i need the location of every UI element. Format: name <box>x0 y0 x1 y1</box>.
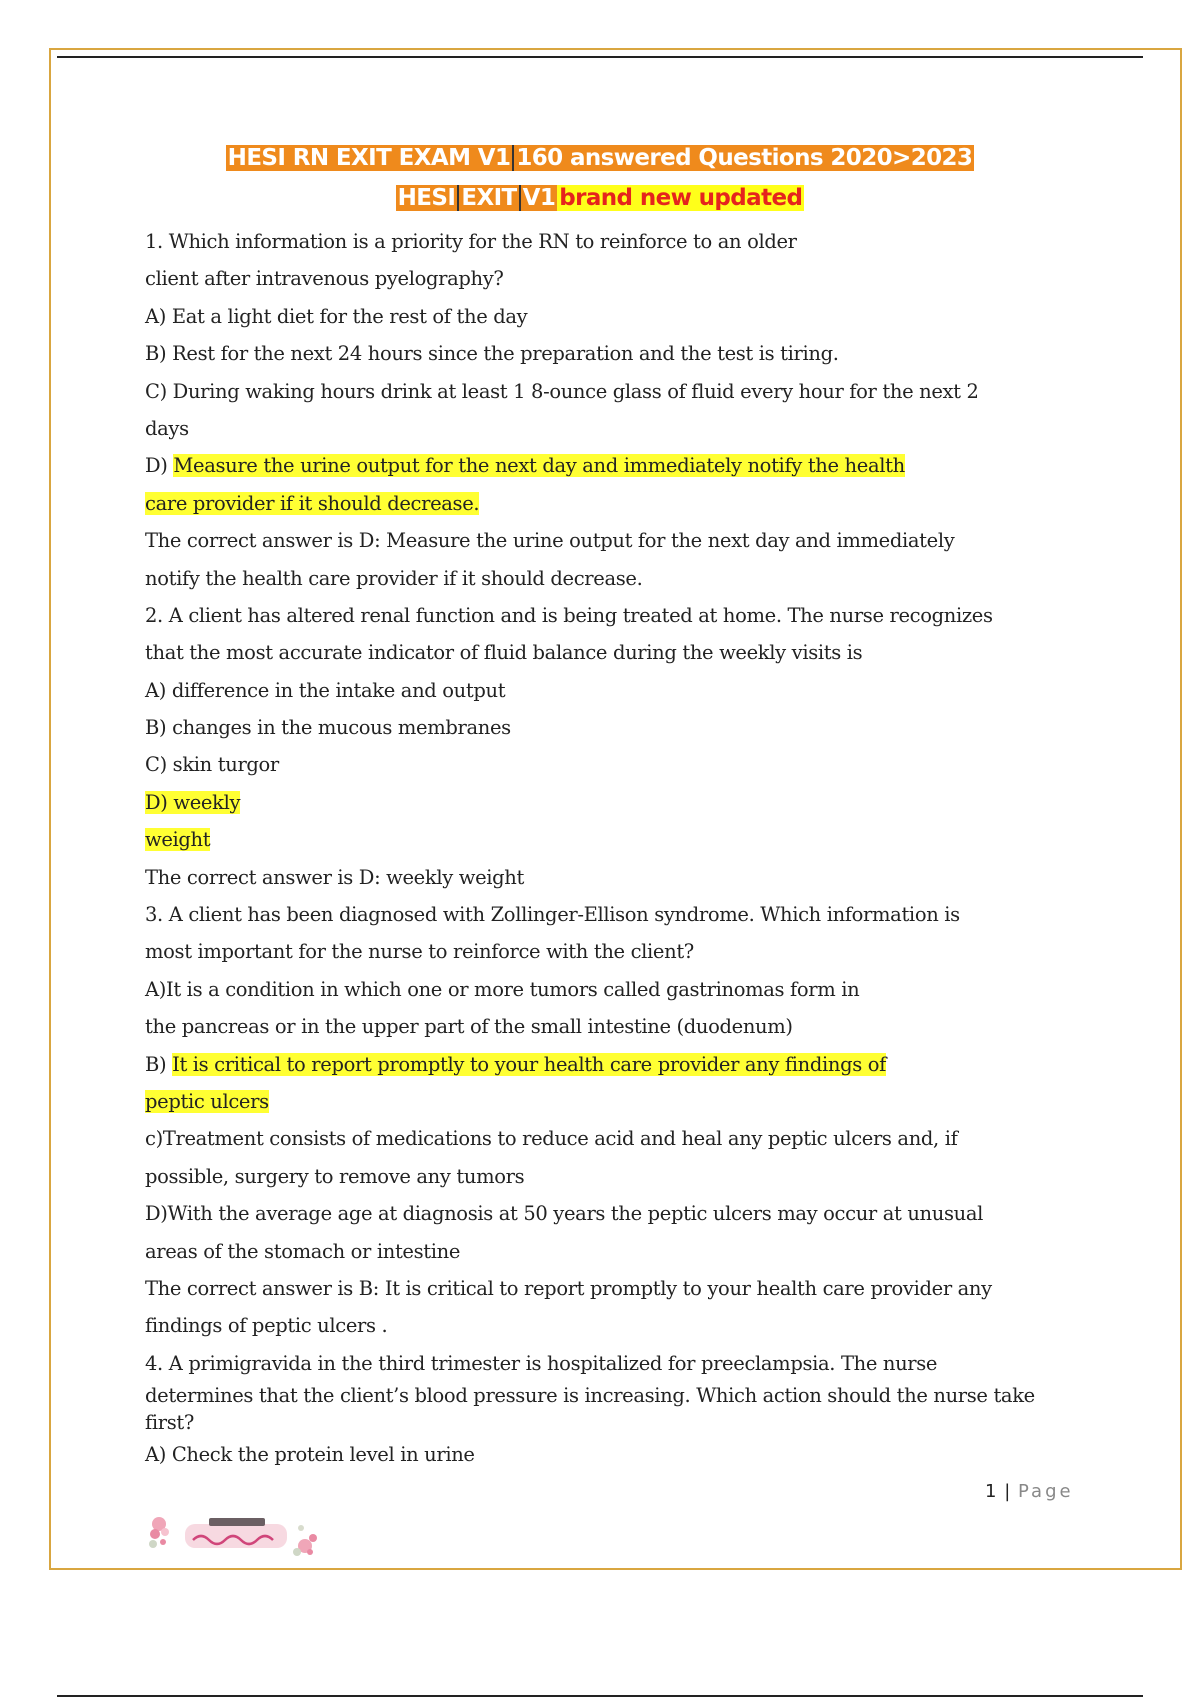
question-1-stem-cont: client after intravenous pyelography? <box>145 267 504 291</box>
subtitle-part-2: EXIT <box>457 185 518 211</box>
question-2-correct-answer: The correct answer is D: weekly weight <box>145 865 524 889</box>
question-1-option-d-cont <box>145 485 1045 522</box>
page-number-value: 1 <box>985 1481 998 1502</box>
highlighted-answer-cont: peptic ulcers <box>145 1089 269 1113</box>
question-3-option-b-cont <box>145 1083 1045 1120</box>
publisher-logo <box>145 1510 320 1558</box>
question-3-stem-cont: most important for the nurse to reinforce with the client? <box>145 940 694 964</box>
document-body <box>145 223 1045 1474</box>
question-1-correct-answer-cont: notify the health care provider if it should decrease. <box>145 566 643 590</box>
question-1-option-d <box>145 447 1045 484</box>
question-4-stem-end: first? <box>145 1411 194 1435</box>
document-subtitle <box>0 183 1200 213</box>
page-number <box>985 1481 1074 1502</box>
question-1-correct-answer: The correct answer is D: Measure the urine output for the next day and immediately <box>145 529 955 553</box>
highlighted-answer: It is critical to report promptly to your health care provider any findings of <box>172 1052 886 1076</box>
option-d-prefix: D) <box>145 454 174 478</box>
question-2-stem: 2. A client has altered renal function and is being treated at home. The nurse recognizes <box>145 603 993 627</box>
question-4-stem-cont: determines that the client’s blood pressure is increasing. Which action should the nurse take <box>145 1384 1035 1408</box>
question-1-option-c: C) During waking hours drink at least 1 8-ounce glass of fluid every hour for the next 2 <box>145 379 979 403</box>
question-3-correct-answer: The correct answer is B: It is critical to report promptly to your health care provider any <box>145 1276 992 1300</box>
subtitle-part-1: HESI <box>397 185 456 211</box>
question-3-correct-answer-cont: findings of peptic ulcers . <box>145 1314 388 1338</box>
flower-decoration-left <box>149 1517 169 1548</box>
logo-ribbon <box>209 1518 265 1526</box>
title-part-2: 160 answered Questions 2020>2023 <box>512 145 974 171</box>
question-1-stem: 1. Which information is a priority for the RN to reinforce to an older <box>145 230 797 253</box>
flower-decoration-right <box>293 1525 317 1556</box>
highlighted-answer-cont: care provider if it should decrease. <box>145 491 480 515</box>
question-3-option-a: A)It is a condition in which one or more tumors called gastrinomas form in <box>145 977 860 1001</box>
question-3-option-c-cont: possible, surgery to remove any tumors <box>145 1164 525 1188</box>
question-3-option-d: D)With the average age at diagnosis at 50 years the peptic ulcers may occur at unusual <box>145 1202 983 1226</box>
subtitle-part-4: brand new updated <box>559 185 803 211</box>
document-title <box>0 143 1200 173</box>
question-3-option-a-cont: the pancreas or in the upper part of the small intestine (duodenum) <box>145 1015 793 1039</box>
question-4-stem: 4. A primigravida in the third trimester is hospitalized for preeclampsia. The nurse <box>145 1351 938 1375</box>
question-3-option-b <box>145 1046 1045 1083</box>
question-2-option-a: A) difference in the intake and output <box>145 678 506 702</box>
subtitle-part-3: V1 <box>519 185 558 211</box>
question-3-option-d-cont: areas of the stomach or intestine <box>145 1239 461 1263</box>
question-2-option-d-cont <box>145 821 1045 858</box>
bottom-rule <box>57 1695 1143 1697</box>
option-b-prefix: B) <box>145 1052 173 1076</box>
question-1-option-c-cont: days <box>145 416 189 440</box>
question-2-stem-cont: that the most accurate indicator of fluid balance during the weekly visits is <box>145 641 863 665</box>
question-1-option-a: A) Eat a light diet for the rest of the day <box>145 304 528 328</box>
question-4-option-a: A) Check the protein level in urine <box>145 1443 475 1467</box>
question-2-option-c: C) skin turgor <box>145 753 279 777</box>
highlighted-answer: D) weekly <box>145 790 241 814</box>
question-3-option-c: c)Treatment consists of medications to reduce acid and heal any peptic ulcers and, if <box>145 1127 958 1151</box>
title-part-1: HESI RN EXIT EXAM V1 <box>227 145 511 171</box>
question-2-option-d <box>145 784 1045 821</box>
top-rule <box>57 56 1143 58</box>
question-1-option-b: B) Rest for the next 24 hours since the preparation and the test is tiring. <box>145 342 839 366</box>
question-2-option-b: B) changes in the mucous membranes <box>145 716 511 740</box>
page-label: Page <box>1018 1481 1074 1502</box>
page-separator: | <box>1004 1481 1012 1502</box>
question-3-stem: 3. A client has been diagnosed with Zollinger-Ellison syndrome. Which information is <box>145 903 960 927</box>
highlighted-answer: Measure the urine output for the next day and immediately notify the health <box>173 454 905 478</box>
highlighted-answer-cont: weight <box>145 828 211 852</box>
